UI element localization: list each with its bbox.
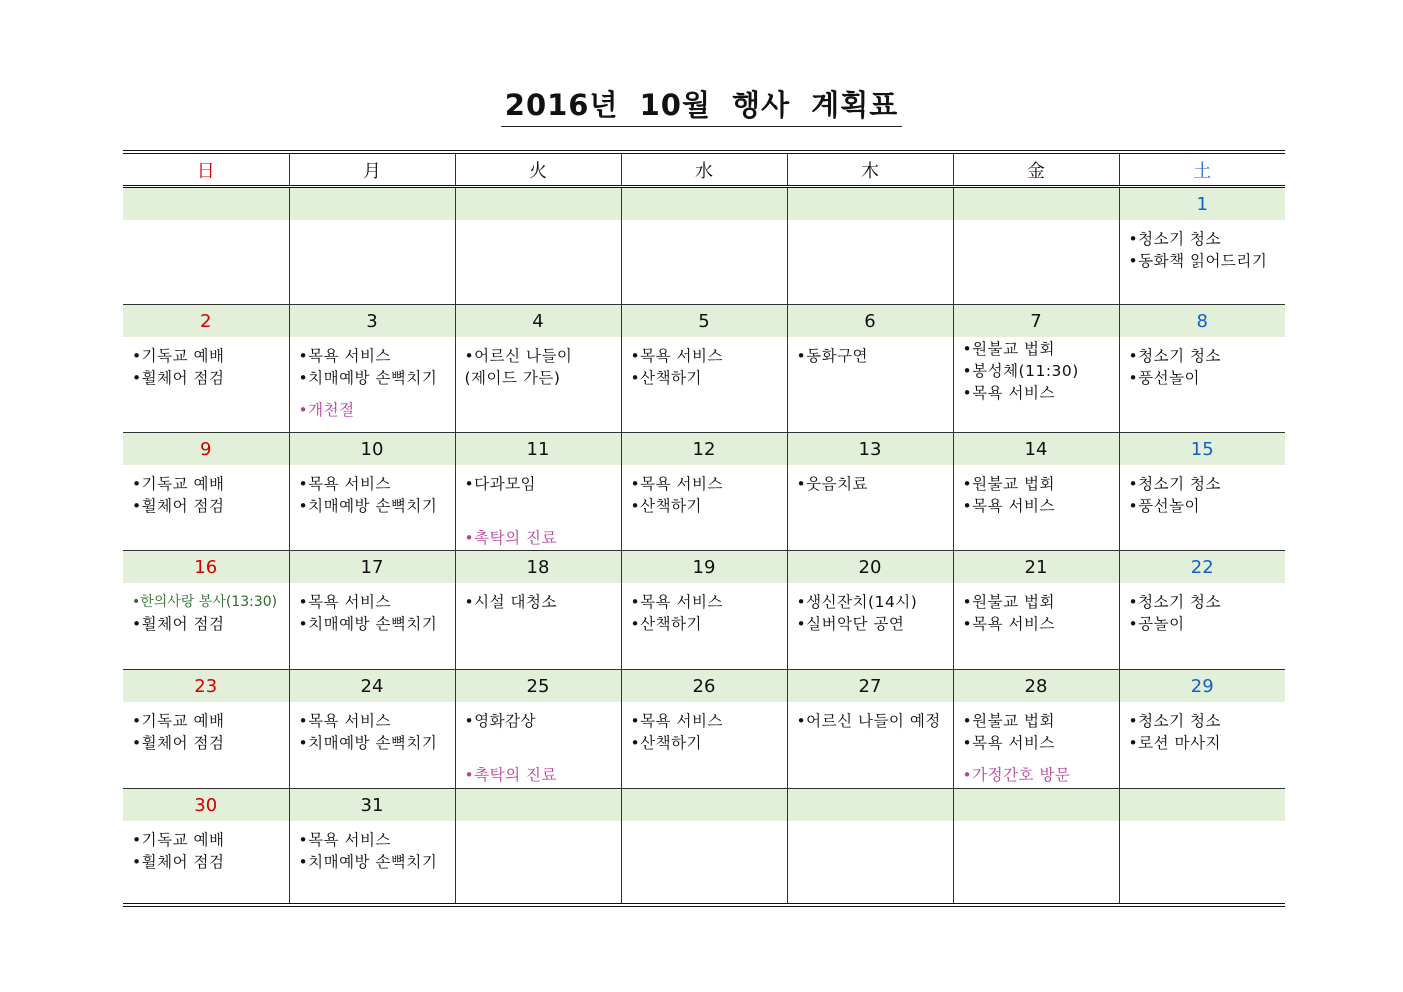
day-events-cell [787,465,953,551]
day-events-cell [621,465,787,551]
event-item: •어르신 나들이 [464,347,573,365]
event-item: •기독교 예배 [132,475,225,493]
date-row [123,670,1285,703]
day-events-cell [787,220,953,305]
event-item: •원불교 법회 [962,593,1055,611]
date-number: 14 [953,433,1119,466]
date-number: 6 [787,305,953,338]
event-item: •휠체어 점검 [132,853,225,871]
date-number: 4 [455,305,621,338]
date-number: 7 [953,305,1119,338]
event-item: •목욕 서비스 [298,831,391,849]
date-row [123,789,1285,822]
date-row [123,551,1285,584]
event-item: •풍선놀이 [1128,497,1201,515]
event-item: •동화책 읽어드리기 [1128,252,1268,270]
date-number: 31 [289,789,455,822]
event-item: •휠체어 점검 [132,615,225,633]
day-events-cell [289,583,455,670]
date-number [289,187,455,221]
date-number: 22 [1119,551,1285,584]
weekday-header-row [123,152,1285,187]
day-events-cell [123,702,289,789]
day-events-cell [1119,220,1285,305]
date-number [123,187,289,221]
day-events-cell [621,702,787,789]
date-number: 24 [289,670,455,703]
date-number: 29 [1119,670,1285,703]
date-number [455,187,621,221]
date-number [953,187,1119,221]
event-item: •한의사랑 봉사(13:30) [132,594,278,610]
date-number [787,789,953,822]
event-item: •어르신 나들이 예정 [796,712,941,730]
event-item: •청소기 청소 [1128,347,1221,365]
event-item: •목욕 서비스 [962,497,1055,515]
event-item: •기독교 예배 [132,712,225,730]
date-number: 10 [289,433,455,466]
event-item: •산책하기 [630,615,703,633]
event-item: •치매예방 손뼉치기 [298,369,438,387]
day-events-cell [123,220,289,305]
event-item: •휠체어 점검 [132,734,225,752]
event-item: •목욕 서비스 [298,593,391,611]
event-item: •치매예방 손뼉치기 [298,615,438,633]
events-row [123,465,1285,551]
event-item: •기독교 예배 [132,831,225,849]
date-number: 18 [455,551,621,584]
date-number: 11 [455,433,621,466]
day-events-cell [953,337,1119,433]
day-events-cell [953,821,1119,905]
day-events-cell [289,220,455,305]
day-events-cell [787,702,953,789]
day-events-cell [123,583,289,670]
day-events-cell [123,821,289,905]
event-item: •실버악단 공연 [796,615,905,633]
day-events-cell [123,465,289,551]
event-item: •기독교 예배 [132,347,225,365]
event-item: •목욕 서비스 [962,615,1055,633]
date-number: 28 [953,670,1119,703]
date-number: 17 [289,551,455,584]
day-events-cell [1119,702,1285,789]
event-item: •산책하기 [630,497,703,515]
day-events-cell [1119,337,1285,433]
day-events-cell [621,337,787,433]
weekday-tue: 火 [455,152,621,187]
day-events-cell [455,220,621,305]
day-events-cell [953,465,1119,551]
event-item: •시설 대청소 [464,593,557,611]
day-events-cell [787,583,953,670]
date-number: 9 [123,433,289,466]
event-item: •목욕 서비스 [298,347,391,365]
day-events-cell [1119,583,1285,670]
day-events-cell [123,337,289,433]
events-row [123,702,1285,789]
day-events-cell [621,583,787,670]
event-item: •목욕 서비스 [630,593,723,611]
day-events-cell [787,337,953,433]
date-row [123,187,1285,221]
events-row [123,821,1285,905]
event-item: •목욕 서비스 [630,347,723,365]
day-events-cell [289,702,455,789]
date-number: 8 [1119,305,1285,338]
date-number [621,789,787,822]
date-number: 20 [787,551,953,584]
event-note: •촉탁의 진료 [464,766,557,784]
event-item: •풍선놀이 [1128,369,1201,387]
day-events-cell [953,583,1119,670]
date-number [953,789,1119,822]
day-events-cell [289,337,455,433]
event-item: •휠체어 점검 [132,497,225,515]
weekday-mon: 月 [289,152,455,187]
date-number [455,789,621,822]
event-item: •목욕 서비스 [630,712,723,730]
event-item: •원불교 법회 [962,712,1055,730]
event-note: •가정간호 방문 [962,766,1071,784]
event-item: •목욕 서비스 [962,734,1055,752]
weekday-thu: 木 [787,152,953,187]
page-title-wrap [0,86,1403,127]
event-item: •치매예방 손뼉치기 [298,497,438,515]
day-events-cell [621,220,787,305]
weekday-sun: 日 [123,152,289,187]
event-item: •청소기 청소 [1128,475,1221,493]
date-number: 30 [123,789,289,822]
page-title: 2016년 10월 행사 계획표 [501,86,902,127]
event-item: •공놀이 [1128,615,1185,633]
date-number: 19 [621,551,787,584]
date-row [123,433,1285,466]
weekday-sat: 土 [1119,152,1285,187]
date-number: 15 [1119,433,1285,466]
event-item: (제이드 가든) [464,369,561,387]
date-number [787,187,953,221]
weekday-fri: 金 [953,152,1119,187]
event-item: •치매예방 손뼉치기 [298,853,438,871]
event-note: •개천절 [298,401,355,419]
date-number: 5 [621,305,787,338]
day-events-cell [953,220,1119,305]
event-item: •영화감상 [464,712,537,730]
event-item: •동화구연 [796,347,869,365]
date-number: 23 [123,670,289,703]
day-events-cell [455,821,621,905]
event-item: •원불교 법회 [962,340,1055,358]
event-item: •다과모임 [464,475,537,493]
event-item: •산책하기 [630,734,703,752]
date-number: 13 [787,433,953,466]
event-item: •웃음치료 [796,475,869,493]
weekday-wed: 水 [621,152,787,187]
date-number: 1 [1119,187,1285,221]
day-events-cell [289,821,455,905]
date-number [1119,789,1285,822]
date-number: 16 [123,551,289,584]
day-events-cell [621,821,787,905]
event-item: •청소기 청소 [1128,230,1221,248]
date-number: 25 [455,670,621,703]
events-row [123,583,1285,670]
day-events-cell [787,821,953,905]
date-number [621,187,787,221]
event-item: •목욕 서비스 [630,475,723,493]
day-events-cell [455,583,621,670]
date-row [123,305,1285,338]
date-number: 27 [787,670,953,703]
date-number: 2 [123,305,289,338]
event-item: •목욕 서비스 [298,712,391,730]
day-events-cell [455,702,621,789]
event-item: •휠체어 점검 [132,369,225,387]
date-number: 26 [621,670,787,703]
date-number: 12 [621,433,787,466]
day-events-cell [953,702,1119,789]
event-note: •촉탁의 진료 [464,529,557,547]
event-item: •생신잔치(14시) [796,593,918,611]
day-events-cell [455,465,621,551]
events-row [123,337,1285,433]
calendar-table [123,150,1285,907]
event-item: •치매예방 손뼉치기 [298,734,438,752]
date-number: 21 [953,551,1119,584]
day-events-cell [455,337,621,433]
event-item: •목욕 서비스 [962,384,1055,402]
day-events-cell [289,465,455,551]
event-item: •로션 마사지 [1128,734,1221,752]
event-item: •청소기 청소 [1128,593,1221,611]
event-item: •원불교 법회 [962,475,1055,493]
date-number: 3 [289,305,455,338]
day-events-cell [1119,821,1285,905]
event-item: •봉성체(11:30) [962,362,1079,380]
event-item: •산책하기 [630,369,703,387]
event-item: •목욕 서비스 [298,475,391,493]
event-item: •청소기 청소 [1128,712,1221,730]
day-events-cell [1119,465,1285,551]
events-row [123,220,1285,305]
